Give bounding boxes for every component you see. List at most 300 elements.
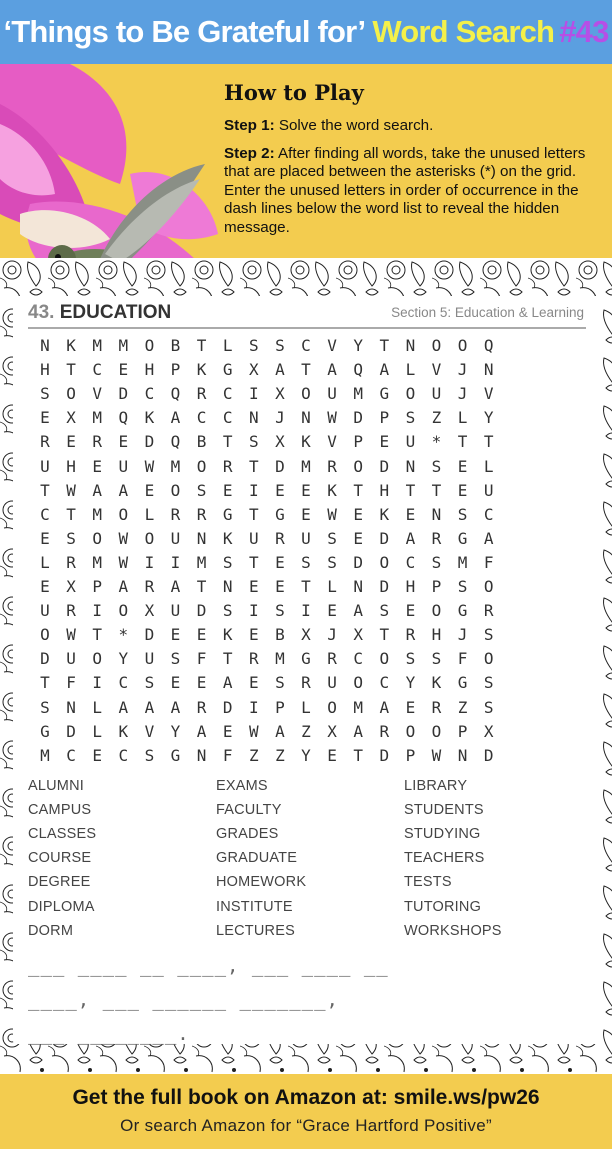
grid-cell[interactable]: R [379, 721, 390, 741]
footer-link[interactable]: smile.ws/pw26 [393, 1086, 540, 1109]
grid-cell[interactable]: R [431, 697, 442, 717]
grid-cell[interactable]: H [405, 577, 416, 596]
grid-cell[interactable]: E [118, 432, 129, 452]
message-line[interactable]: ___ ____ __ ____, ___ ____ __ [28, 955, 389, 977]
grid-cell[interactable]: Y [483, 408, 494, 428]
grid-cell[interactable]: S [431, 456, 442, 476]
grid-cell[interactable]: R [275, 528, 285, 548]
grid-cell[interactable]: C [301, 336, 311, 355]
grid-cell[interactable]: G [222, 504, 233, 524]
grid-cell[interactable]: R [248, 649, 259, 669]
grid-cell[interactable]: O [483, 649, 494, 669]
grid-cell[interactable]: C [405, 552, 416, 572]
grid-cell[interactable]: C [118, 673, 129, 693]
grid-cell[interactable]: H [379, 480, 390, 500]
grid-cell[interactable]: T [248, 504, 259, 524]
grid-cell[interactable]: A [275, 721, 285, 741]
grid-cell[interactable]: M [170, 456, 181, 476]
grid-cell[interactable]: X [144, 601, 155, 621]
grid-cell[interactable]: S [457, 577, 468, 596]
grid-cell[interactable]: L [40, 552, 50, 572]
grid-cell[interactable]: O [196, 456, 207, 476]
grid-cell[interactable]: E [40, 577, 50, 596]
grid-cell[interactable]: T [92, 625, 102, 645]
grid-cell[interactable]: F [196, 649, 207, 669]
grid-cell[interactable]: L [144, 504, 155, 524]
grid-cell[interactable]: F [483, 552, 494, 572]
grid-cell[interactable]: O [92, 528, 102, 548]
grid-cell[interactable]: S [248, 432, 259, 452]
grid-cell[interactable]: S [66, 528, 76, 548]
grid-cell[interactable]: L [301, 697, 311, 717]
grid-cell[interactable]: G [457, 601, 468, 621]
grid-cell[interactable]: B [170, 336, 181, 355]
message-line[interactable]: ___ ________. [28, 1023, 190, 1045]
grid-cell[interactable]: V [431, 360, 442, 380]
grid-cell[interactable]: R [66, 601, 76, 621]
grid-cell[interactable]: S [222, 552, 233, 572]
grid-cell[interactable]: S [431, 552, 442, 572]
grid-cell[interactable]: O [431, 601, 442, 621]
grid-cell[interactable]: R [327, 456, 337, 476]
grid-cell[interactable]: N [483, 360, 494, 380]
grid-cell[interactable]: G [379, 384, 390, 404]
grid-cell[interactable]: S [275, 673, 285, 693]
grid-cell[interactable]: Q [170, 384, 181, 404]
grid-cell[interactable]: C [144, 384, 155, 404]
grid-cell[interactable]: A [379, 360, 390, 380]
grid-cell[interactable]: U [40, 601, 50, 621]
grid-cell[interactable]: S [483, 673, 494, 693]
grid-cell[interactable]: D [379, 577, 390, 596]
grid-cell[interactable]: G [301, 649, 311, 669]
grid-cell[interactable]: E [301, 480, 311, 500]
grid-cell[interactable]: X [483, 721, 494, 741]
grid-cell[interactable]: B [275, 625, 285, 645]
grid-cell[interactable]: I [248, 601, 259, 621]
grid-cell[interactable]: U [327, 673, 337, 693]
grid-cell[interactable]: K [327, 480, 337, 500]
grid-cell[interactable]: I [301, 601, 311, 621]
grid-cell[interactable]: T [40, 673, 50, 693]
grid-cell[interactable]: T [353, 480, 363, 500]
grid-cell[interactable]: K [118, 721, 129, 741]
grid-cell[interactable]: W [327, 408, 337, 428]
grid-cell[interactable]: V [327, 432, 337, 452]
grid-cell[interactable]: E [170, 673, 181, 693]
grid-cell[interactable]: M [92, 504, 102, 524]
grid-cell[interactable]: W [66, 480, 76, 500]
grid-cell[interactable]: O [431, 336, 442, 355]
grid-cell[interactable]: C [222, 408, 233, 428]
grid-cell[interactable]: R [92, 432, 102, 452]
grid-cell[interactable]: S [275, 601, 285, 621]
grid-cell[interactable]: X [327, 721, 337, 741]
grid-cell[interactable]: C [379, 673, 390, 693]
grid-cell[interactable]: E [196, 673, 207, 693]
grid-cell[interactable]: E [275, 577, 285, 596]
grid-cell[interactable]: H [66, 456, 76, 476]
grid-cell[interactable]: M [92, 408, 102, 428]
grid-cell[interactable]: I [92, 673, 102, 693]
grid-cell[interactable]: T [248, 552, 259, 572]
grid-cell[interactable]: T [196, 336, 207, 355]
grid-cell[interactable]: G [170, 745, 181, 765]
grid-cell[interactable]: G [275, 504, 285, 524]
grid-cell[interactable]: T [248, 456, 259, 476]
grid-cell[interactable]: Q [353, 360, 363, 380]
grid-cell[interactable]: E [40, 408, 50, 428]
grid-cell[interactable]: R [40, 432, 50, 452]
grid-cell[interactable]: N [405, 336, 416, 355]
grid-cell[interactable]: D [379, 456, 390, 476]
grid-cell[interactable]: N [405, 456, 416, 476]
grid-cell[interactable]: R [170, 504, 181, 524]
grid-cell[interactable]: A [170, 577, 181, 596]
grid-cell[interactable]: E [405, 601, 416, 621]
grid-cell[interactable]: S [405, 408, 416, 428]
grid-cell[interactable]: U [170, 601, 181, 621]
grid-cell[interactable]: O [301, 384, 311, 404]
grid-cell[interactable]: M [118, 336, 129, 355]
grid-cell[interactable]: M [301, 456, 311, 476]
grid-cell[interactable]: J [457, 360, 468, 380]
grid-cell[interactable]: R [144, 577, 155, 596]
grid-cell[interactable]: E [196, 625, 207, 645]
grid-cell[interactable]: W [248, 721, 259, 741]
grid-cell[interactable]: A [327, 360, 337, 380]
grid-cell[interactable]: X [275, 432, 285, 452]
grid-cell[interactable]: Z [248, 745, 259, 765]
grid-cell[interactable]: E [222, 721, 233, 741]
grid-cell[interactable]: L [92, 697, 102, 717]
grid-cell[interactable]: K [196, 360, 207, 380]
grid-cell[interactable]: Y [405, 673, 416, 693]
grid-cell[interactable]: I [170, 552, 181, 572]
grid-cell[interactable]: E [92, 456, 102, 476]
grid-cell[interactable]: C [40, 504, 50, 524]
grid-cell[interactable]: E [40, 528, 50, 548]
grid-cell[interactable]: T [405, 480, 416, 500]
grid-cell[interactable]: T [379, 625, 390, 645]
grid-cell[interactable]: D [379, 528, 390, 548]
grid-cell[interactable]: L [327, 577, 337, 596]
grid-cell[interactable]: J [457, 625, 468, 645]
grid-cell[interactable]: A [222, 673, 233, 693]
grid-cell[interactable]: K [222, 625, 233, 645]
grid-cell[interactable]: Y [301, 745, 311, 765]
grid-cell[interactable]: I [92, 601, 102, 621]
grid-cell[interactable]: O [379, 552, 390, 572]
grid-cell[interactable]: D [144, 625, 155, 645]
grid-cell[interactable]: * [431, 432, 442, 452]
grid-cell[interactable]: M [275, 649, 285, 669]
grid-cell[interactable]: K [301, 432, 311, 452]
grid-cell[interactable]: N [222, 577, 233, 596]
grid-cell[interactable]: M [40, 745, 50, 765]
grid-cell[interactable]: O [92, 649, 102, 669]
grid-cell[interactable]: T [431, 480, 442, 500]
grid-cell[interactable]: T [353, 745, 363, 765]
grid-cell[interactable]: U [431, 384, 442, 404]
grid-cell[interactable]: T [301, 577, 311, 596]
grid-cell[interactable]: L [405, 360, 416, 380]
grid-cell[interactable]: W [66, 625, 76, 645]
grid-cell[interactable]: S [170, 649, 181, 669]
grid-cell[interactable]: D [353, 552, 363, 572]
grid-cell[interactable]: H [40, 360, 50, 380]
grid-cell[interactable]: E [379, 432, 390, 452]
grid-cell[interactable]: G [222, 360, 233, 380]
grid-cell[interactable]: U [483, 480, 494, 500]
grid-cell[interactable]: T [66, 504, 76, 524]
grid-cell[interactable]: S [222, 601, 233, 621]
grid-cell[interactable]: R [483, 601, 494, 621]
grid-cell[interactable]: E [66, 432, 76, 452]
grid-cell[interactable]: C [92, 360, 102, 380]
grid-cell[interactable]: U [66, 649, 76, 669]
grid-cell[interactable]: S [379, 601, 390, 621]
grid-cell[interactable]: N [431, 504, 442, 524]
grid-cell[interactable]: E [118, 360, 129, 380]
grid-cell[interactable]: N [40, 336, 50, 355]
grid-cell[interactable]: S [327, 528, 337, 548]
grid-cell[interactable]: X [248, 360, 259, 380]
grid-cell[interactable]: O [353, 456, 363, 476]
grid-cell[interactable]: I [248, 697, 259, 717]
grid-cell[interactable]: U [118, 456, 129, 476]
grid-cell[interactable]: L [483, 456, 494, 476]
grid-cell[interactable]: Z [457, 697, 468, 717]
grid-cell[interactable]: C [222, 384, 233, 404]
grid-cell[interactable]: O [327, 697, 337, 717]
grid-cell[interactable]: V [483, 384, 494, 404]
grid-cell[interactable]: D [275, 456, 285, 476]
grid-cell[interactable]: E [248, 577, 259, 596]
grid-cell[interactable]: E [301, 504, 311, 524]
grid-cell[interactable]: T [379, 336, 390, 355]
grid-cell[interactable]: K [144, 408, 155, 428]
grid-cell[interactable]: D [222, 697, 233, 717]
grid-cell[interactable]: W [327, 504, 337, 524]
grid-cell[interactable]: R [196, 504, 207, 524]
grid-cell[interactable]: S [327, 552, 337, 572]
grid-cell[interactable]: A [170, 408, 181, 428]
grid-cell[interactable]: R [405, 625, 416, 645]
grid-cell[interactable]: Y [353, 336, 363, 355]
grid-cell[interactable]: H [144, 360, 155, 380]
grid-cell[interactable]: U [301, 528, 311, 548]
grid-cell[interactable]: N [196, 745, 207, 765]
grid-cell[interactable]: A [379, 697, 390, 717]
grid-cell[interactable]: E [405, 504, 416, 524]
grid-cell[interactable]: O [118, 504, 129, 524]
grid-cell[interactable]: M [196, 552, 207, 572]
grid-cell[interactable]: R [196, 697, 207, 717]
grid-cell[interactable]: P [379, 408, 390, 428]
grid-cell[interactable]: Y [118, 649, 129, 669]
grid-cell[interactable]: K [66, 336, 76, 355]
grid-cell[interactable]: X [275, 384, 285, 404]
grid-cell[interactable]: S [457, 504, 468, 524]
grid-cell[interactable]: R [431, 528, 442, 548]
grid-cell[interactable]: W [431, 745, 442, 765]
grid-cell[interactable]: I [144, 552, 155, 572]
grid-cell[interactable]: T [222, 649, 233, 669]
grid-cell[interactable]: R [222, 456, 233, 476]
grid-cell[interactable]: A [118, 697, 129, 717]
grid-cell[interactable]: J [275, 408, 285, 428]
grid-cell[interactable]: U [405, 432, 416, 452]
grid-cell[interactable]: Q [118, 408, 129, 428]
grid-cell[interactable]: I [248, 384, 259, 404]
grid-cell[interactable]: F [457, 649, 468, 669]
grid-cell[interactable]: E [248, 673, 259, 693]
grid-cell[interactable]: A [144, 697, 155, 717]
grid-cell[interactable]: M [92, 552, 102, 572]
grid-cell[interactable]: T [301, 360, 311, 380]
grid-cell[interactable]: R [327, 649, 337, 669]
grid-cell[interactable]: O [431, 721, 442, 741]
grid-cell[interactable]: O [405, 384, 416, 404]
grid-cell[interactable]: V [327, 336, 337, 355]
grid-cell[interactable]: F [222, 745, 233, 765]
grid-cell[interactable]: Q [170, 432, 181, 452]
grid-cell[interactable]: C [196, 408, 207, 428]
grid-cell[interactable]: S [196, 480, 207, 500]
grid-cell[interactable]: T [222, 432, 233, 452]
grid-cell[interactable]: C [353, 649, 363, 669]
grid-cell[interactable]: D [196, 601, 207, 621]
grid-cell[interactable]: A [118, 480, 129, 500]
grid-cell[interactable]: O [144, 528, 155, 548]
grid-cell[interactable]: O [483, 577, 494, 596]
grid-cell[interactable]: G [457, 673, 468, 693]
grid-cell[interactable]: D [353, 408, 363, 428]
grid-cell[interactable]: O [40, 625, 50, 645]
grid-cell[interactable]: E [275, 480, 285, 500]
grid-cell[interactable]: X [66, 577, 76, 596]
grid-cell[interactable]: D [379, 745, 390, 765]
grid-cell[interactable]: M [92, 336, 102, 355]
grid-cell[interactable]: S [431, 649, 442, 669]
grid-cell[interactable]: P [170, 360, 181, 380]
grid-cell[interactable]: A [353, 601, 363, 621]
grid-cell[interactable]: P [275, 697, 285, 717]
grid-cell[interactable]: R [66, 552, 76, 572]
grid-cell[interactable]: J [457, 384, 468, 404]
grid-cell[interactable]: V [92, 384, 102, 404]
grid-cell[interactable]: C [66, 745, 76, 765]
grid-cell[interactable]: S [301, 552, 311, 572]
grid-cell[interactable]: S [40, 384, 50, 404]
grid-cell[interactable]: L [222, 336, 233, 355]
grid-cell[interactable]: P [92, 577, 102, 596]
grid-cell[interactable]: B [196, 432, 207, 452]
grid-cell[interactable]: U [144, 649, 155, 669]
grid-cell[interactable]: L [92, 721, 102, 741]
grid-cell[interactable]: D [483, 745, 494, 765]
grid-cell[interactable]: Y [170, 721, 181, 741]
grid-cell[interactable]: E [327, 601, 337, 621]
grid-cell[interactable]: D [40, 649, 50, 669]
grid-cell[interactable]: E [457, 480, 468, 500]
grid-cell[interactable]: E [327, 745, 337, 765]
grid-cell[interactable]: Z [301, 721, 311, 741]
grid-cell[interactable]: P [457, 721, 468, 741]
grid-cell[interactable]: W [118, 528, 129, 548]
grid-cell[interactable]: S [40, 697, 50, 717]
grid-cell[interactable]: S [483, 625, 494, 645]
grid-cell[interactable]: X [66, 408, 76, 428]
grid-cell[interactable]: E [170, 625, 181, 645]
grid-cell[interactable]: U [327, 384, 337, 404]
grid-cell[interactable]: F [66, 673, 76, 693]
grid-cell[interactable]: O [118, 601, 129, 621]
grid-cell[interactable]: S [275, 336, 285, 355]
grid-cell[interactable]: G [40, 721, 50, 741]
grid-cell[interactable]: D [144, 432, 155, 452]
grid-cell[interactable]: A [405, 528, 416, 548]
grid-cell[interactable]: L [457, 408, 468, 428]
grid-cell[interactable]: E [92, 745, 102, 765]
grid-cell[interactable]: J [327, 625, 337, 645]
grid-cell[interactable]: S [483, 697, 494, 717]
grid-cell[interactable]: N [196, 528, 207, 548]
grid-cell[interactable]: Z [275, 745, 285, 765]
grid-cell[interactable]: V [144, 721, 155, 741]
grid-cell[interactable]: K [379, 504, 390, 524]
grid-cell[interactable]: O [144, 336, 155, 355]
grid-cell[interactable]: I [248, 480, 259, 500]
grid-cell[interactable]: P [405, 745, 416, 765]
grid-cell[interactable]: E [248, 625, 259, 645]
grid-cell[interactable]: A [170, 697, 181, 717]
grid-cell[interactable]: S [405, 649, 416, 669]
grid-cell[interactable]: N [353, 577, 363, 596]
grid-cell[interactable]: G [457, 528, 468, 548]
grid-cell[interactable]: H [431, 625, 442, 645]
grid-cell[interactable]: P [431, 577, 442, 596]
grid-cell[interactable]: K [222, 528, 233, 548]
grid-cell[interactable]: K [431, 673, 442, 693]
grid-cell[interactable]: E [353, 528, 363, 548]
grid-cell[interactable]: N [248, 408, 259, 428]
grid-cell[interactable]: E [405, 697, 416, 717]
grid-cell[interactable]: M [353, 384, 363, 404]
grid-cell[interactable]: T [66, 360, 76, 380]
grid-cell[interactable]: M [353, 697, 363, 717]
grid-cell[interactable]: O [66, 384, 76, 404]
grid-cell[interactable]: U [170, 528, 181, 548]
grid-cell[interactable]: * [118, 625, 129, 645]
grid-cell[interactable]: A [118, 577, 129, 596]
grid-cell[interactable]: E [222, 480, 233, 500]
grid-cell[interactable]: O [379, 649, 390, 669]
grid-cell[interactable]: E [353, 504, 363, 524]
grid-cell[interactable]: T [196, 577, 207, 596]
grid-cell[interactable]: U [248, 528, 259, 548]
grid-cell[interactable]: N [457, 745, 468, 765]
grid-cell[interactable]: T [483, 432, 494, 452]
grid-cell[interactable]: X [353, 625, 363, 645]
grid-cell[interactable]: P [353, 432, 363, 452]
grid-cell[interactable]: A [353, 721, 363, 741]
grid-cell[interactable]: D [118, 384, 129, 404]
grid-cell[interactable]: Q [483, 336, 494, 355]
grid-cell[interactable]: N [301, 408, 311, 428]
grid-cell[interactable]: T [457, 432, 468, 452]
